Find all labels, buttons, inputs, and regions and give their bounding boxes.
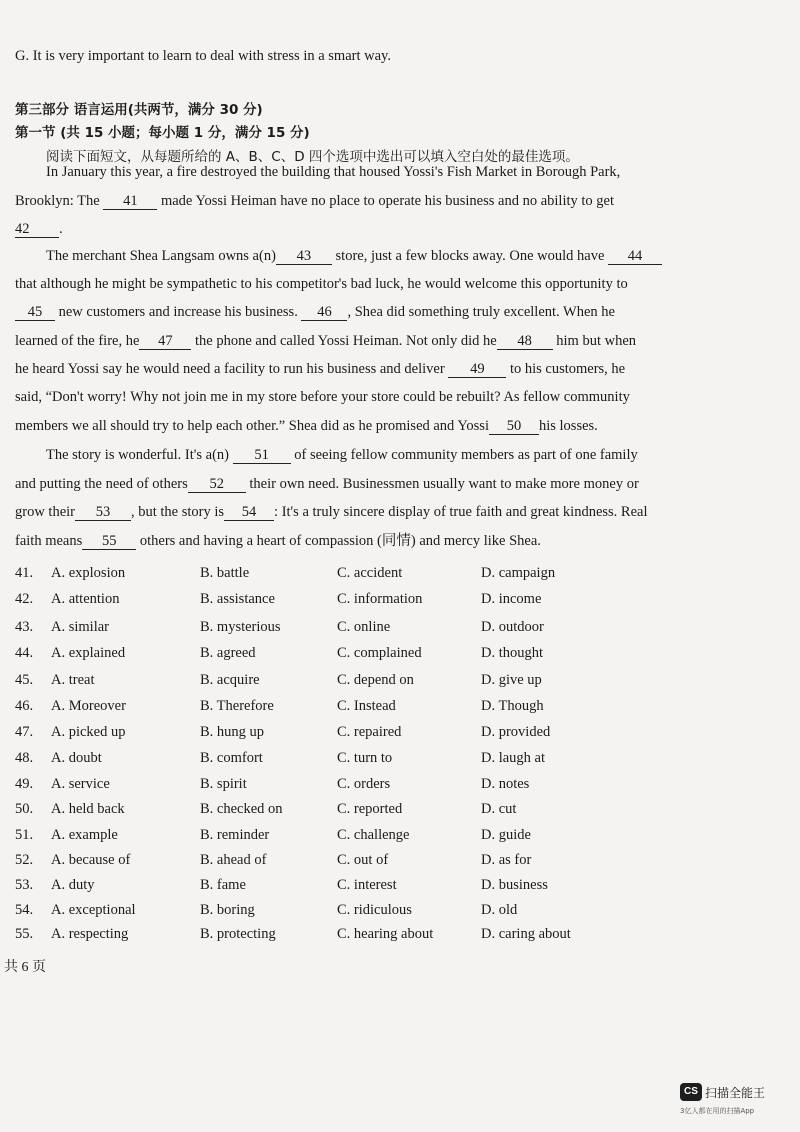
option-d: D. cut bbox=[481, 801, 517, 817]
option-a: A. explosion bbox=[51, 565, 126, 581]
blank-49: 49 bbox=[448, 361, 506, 378]
option-b: B. boring bbox=[200, 902, 255, 918]
passage-p3-line1: The story is wonderful. It's a(n) 51 of seeing fellow community members as part of one family bbox=[46, 447, 638, 463]
option-a: A. service bbox=[51, 776, 110, 792]
passage-p3-line2: and putting the need of others 52 their own need. Businessmen usually want to make more money or bbox=[15, 476, 639, 492]
passage-p3-line3: grow their 53 , but the story is 54 : It's a truly sincere display of true faith and great kindness. Real bbox=[15, 504, 648, 520]
option-a: A. doubt bbox=[51, 750, 102, 766]
question-number: 45. bbox=[15, 672, 34, 688]
option-c: C. interest bbox=[337, 877, 397, 893]
option-b: B. assistance bbox=[200, 591, 275, 607]
passage-p3-line4: faith means 55 others and having a heart of compassion (同情) and mercy like Shea. bbox=[15, 533, 541, 549]
question-43 bbox=[15, 619, 615, 643]
scanner-slogan: 3亿人都在用的扫描App bbox=[680, 1107, 755, 1115]
question-number: 41. bbox=[15, 565, 34, 581]
option-c: C. complained bbox=[337, 645, 422, 661]
question-42 bbox=[15, 591, 615, 615]
question-number: 52. bbox=[15, 852, 34, 868]
blank-51: 51 bbox=[233, 447, 291, 464]
option-d: D. business bbox=[481, 877, 548, 893]
option-a: A. duty bbox=[51, 877, 95, 893]
option-c: C. turn to bbox=[337, 750, 393, 766]
option-b: B. ahead of bbox=[200, 852, 267, 868]
blank-43: 43 bbox=[276, 248, 332, 265]
passage-p2-line1: The merchant Shea Langsam owns a(n) 43 store, just a few blocks away. One would have 44 bbox=[46, 242, 782, 271]
option-a: A. Moreover bbox=[51, 698, 126, 714]
option-d: D. outdoor bbox=[481, 619, 544, 635]
option-c: C. information bbox=[337, 591, 423, 607]
option-c: C. repaired bbox=[337, 724, 402, 740]
question-number: 46. bbox=[15, 698, 34, 714]
option-b: B. protecting bbox=[200, 926, 276, 942]
question-number: 47. bbox=[15, 724, 34, 740]
option-a: A. example bbox=[51, 827, 118, 843]
question-number: 55. bbox=[15, 926, 34, 942]
part-title: 第三部分 语言运用(共两节，满分 30 分) bbox=[15, 102, 263, 118]
question-54 bbox=[15, 902, 615, 926]
option-b: B. acquire bbox=[200, 672, 260, 688]
option-b: B. comfort bbox=[200, 750, 263, 766]
option-a: A. treat bbox=[51, 672, 95, 688]
option-d: D. Though bbox=[481, 698, 544, 714]
option-d: D. income bbox=[481, 591, 542, 607]
blank-46: 46 bbox=[301, 304, 347, 321]
blank-54: 54 bbox=[224, 504, 274, 521]
question-48 bbox=[15, 750, 615, 774]
passage-p1-line2: Brooklyn: The 41 made Yossi Heiman have no place to operate his business and no ability to get bbox=[15, 193, 615, 209]
option-b: B. hung up bbox=[200, 724, 265, 740]
option-a: A. held back bbox=[51, 801, 125, 817]
option-c: C. challenge bbox=[337, 827, 410, 843]
camscanner-icon: CS bbox=[680, 1083, 702, 1101]
option-d: D. notes bbox=[481, 776, 530, 792]
question-number: 49. bbox=[15, 776, 34, 792]
question-number: 48. bbox=[15, 750, 34, 766]
option-b: B. fame bbox=[200, 877, 246, 893]
passage-p2-line3: 45 new customers and increase his business. 46 , Shea did something truly excellent. When he bbox=[15, 298, 782, 327]
question-53 bbox=[15, 877, 615, 901]
question-49 bbox=[15, 776, 615, 800]
blank-41: 41 bbox=[103, 193, 157, 210]
option-b: B. spirit bbox=[200, 776, 247, 792]
option-b: B. agreed bbox=[200, 645, 256, 661]
option-d: D. campaign bbox=[481, 565, 556, 581]
option-d: D. thought bbox=[481, 645, 544, 661]
option-c: C. accident bbox=[337, 565, 403, 581]
question-47 bbox=[15, 724, 615, 748]
blank-44: 44 bbox=[608, 248, 662, 265]
blank-42: 42 bbox=[15, 221, 59, 238]
blank-47: 47 bbox=[139, 333, 191, 350]
question-number: 42. bbox=[15, 591, 34, 607]
question-46 bbox=[15, 698, 615, 722]
blank-45: 45 bbox=[15, 304, 55, 321]
page-count: 共 6 页 bbox=[4, 960, 46, 975]
option-c: C. orders bbox=[337, 776, 391, 792]
question-number: 54. bbox=[15, 902, 34, 918]
option-c: C. ridiculous bbox=[337, 902, 412, 918]
blank-50: 50 bbox=[489, 418, 539, 435]
option-d: D. laugh at bbox=[481, 750, 546, 766]
passage-p1-line1: In January this year, a fire destroyed the building that housed Yossi's Fish Market in Borough Park, bbox=[46, 164, 621, 180]
question-50 bbox=[15, 801, 615, 825]
scanner-name: 扫描全能王 bbox=[705, 1085, 766, 1100]
scanner-watermark bbox=[680, 1083, 765, 1101]
question-number: 51. bbox=[15, 827, 34, 843]
option-c: C. Instead bbox=[337, 698, 396, 714]
instructions: 阅读下面短文，从每题所给的 A、B、C、D 四个选项中选出可以填入空白处的最佳选项。 bbox=[46, 149, 579, 165]
option-c: C. reported bbox=[337, 801, 403, 817]
blank-55: 55 bbox=[82, 533, 136, 550]
passage-p2-line2: that although he might be sympathetic to his competitor's bad luck, he would welcome this opportunity to bbox=[15, 276, 628, 292]
passage-p2-line5: he heard Yossi say he would need a facility to run his business and deliver 49 to his customers, he bbox=[15, 361, 626, 377]
option-c: C. online bbox=[337, 619, 391, 635]
passage-p2-line6: said, “Don't worry! Why not join me in my store before your store could be rebuilt? As fellow community bbox=[15, 389, 630, 405]
passage-p2-line7: members we all should try to help each other.” Shea did as he promised and Yossi 50 his losses. bbox=[15, 418, 598, 434]
passage-p2-line4: learned of the fire, he 47 the phone and called Yossi Heiman. Not only did he 48 him but when bbox=[15, 333, 637, 349]
option-a: A. similar bbox=[51, 619, 109, 635]
question-number: 44. bbox=[15, 645, 34, 661]
question-number: 50. bbox=[15, 801, 34, 817]
previous-option-g: G. It is very important to learn to deal with stress in a smart way. bbox=[15, 48, 391, 64]
question-number: 43. bbox=[15, 619, 34, 635]
option-d: D. guide bbox=[481, 827, 531, 843]
blank-48: 48 bbox=[497, 333, 553, 350]
option-a: A. explained bbox=[51, 645, 126, 661]
option-d: D. provided bbox=[481, 724, 551, 740]
option-b: B. Therefore bbox=[200, 698, 274, 714]
section-title: 第一节 (共 15 小题；每小题 1 分，满分 15 分) bbox=[15, 125, 310, 141]
option-d: D. old bbox=[481, 902, 518, 918]
question-number: 53. bbox=[15, 877, 34, 893]
option-c: C. out of bbox=[337, 852, 389, 868]
question-44 bbox=[15, 645, 615, 669]
option-d: D. as for bbox=[481, 852, 532, 868]
option-c: C. hearing about bbox=[337, 926, 434, 942]
option-b: B. battle bbox=[200, 565, 250, 581]
option-d: D. caring about bbox=[481, 926, 571, 942]
question-41 bbox=[15, 565, 615, 589]
option-c: C. depend on bbox=[337, 672, 414, 688]
question-45 bbox=[15, 672, 615, 696]
option-a: A. because of bbox=[51, 852, 131, 868]
option-b: B. reminder bbox=[200, 827, 270, 843]
blank-53: 53 bbox=[75, 504, 131, 521]
passage-p1-line3: 42 . bbox=[15, 221, 63, 237]
blank-52: 52 bbox=[188, 476, 246, 493]
option-a: A. exceptional bbox=[51, 902, 136, 918]
option-a: A. respecting bbox=[51, 926, 129, 942]
question-52 bbox=[15, 852, 615, 876]
option-d: D. give up bbox=[481, 672, 542, 688]
question-55 bbox=[15, 926, 615, 950]
option-a: A. attention bbox=[51, 591, 120, 607]
option-b: B. mysterious bbox=[200, 619, 281, 635]
option-b: B. checked on bbox=[200, 801, 283, 817]
question-51 bbox=[15, 827, 615, 851]
option-a: A. picked up bbox=[51, 724, 126, 740]
